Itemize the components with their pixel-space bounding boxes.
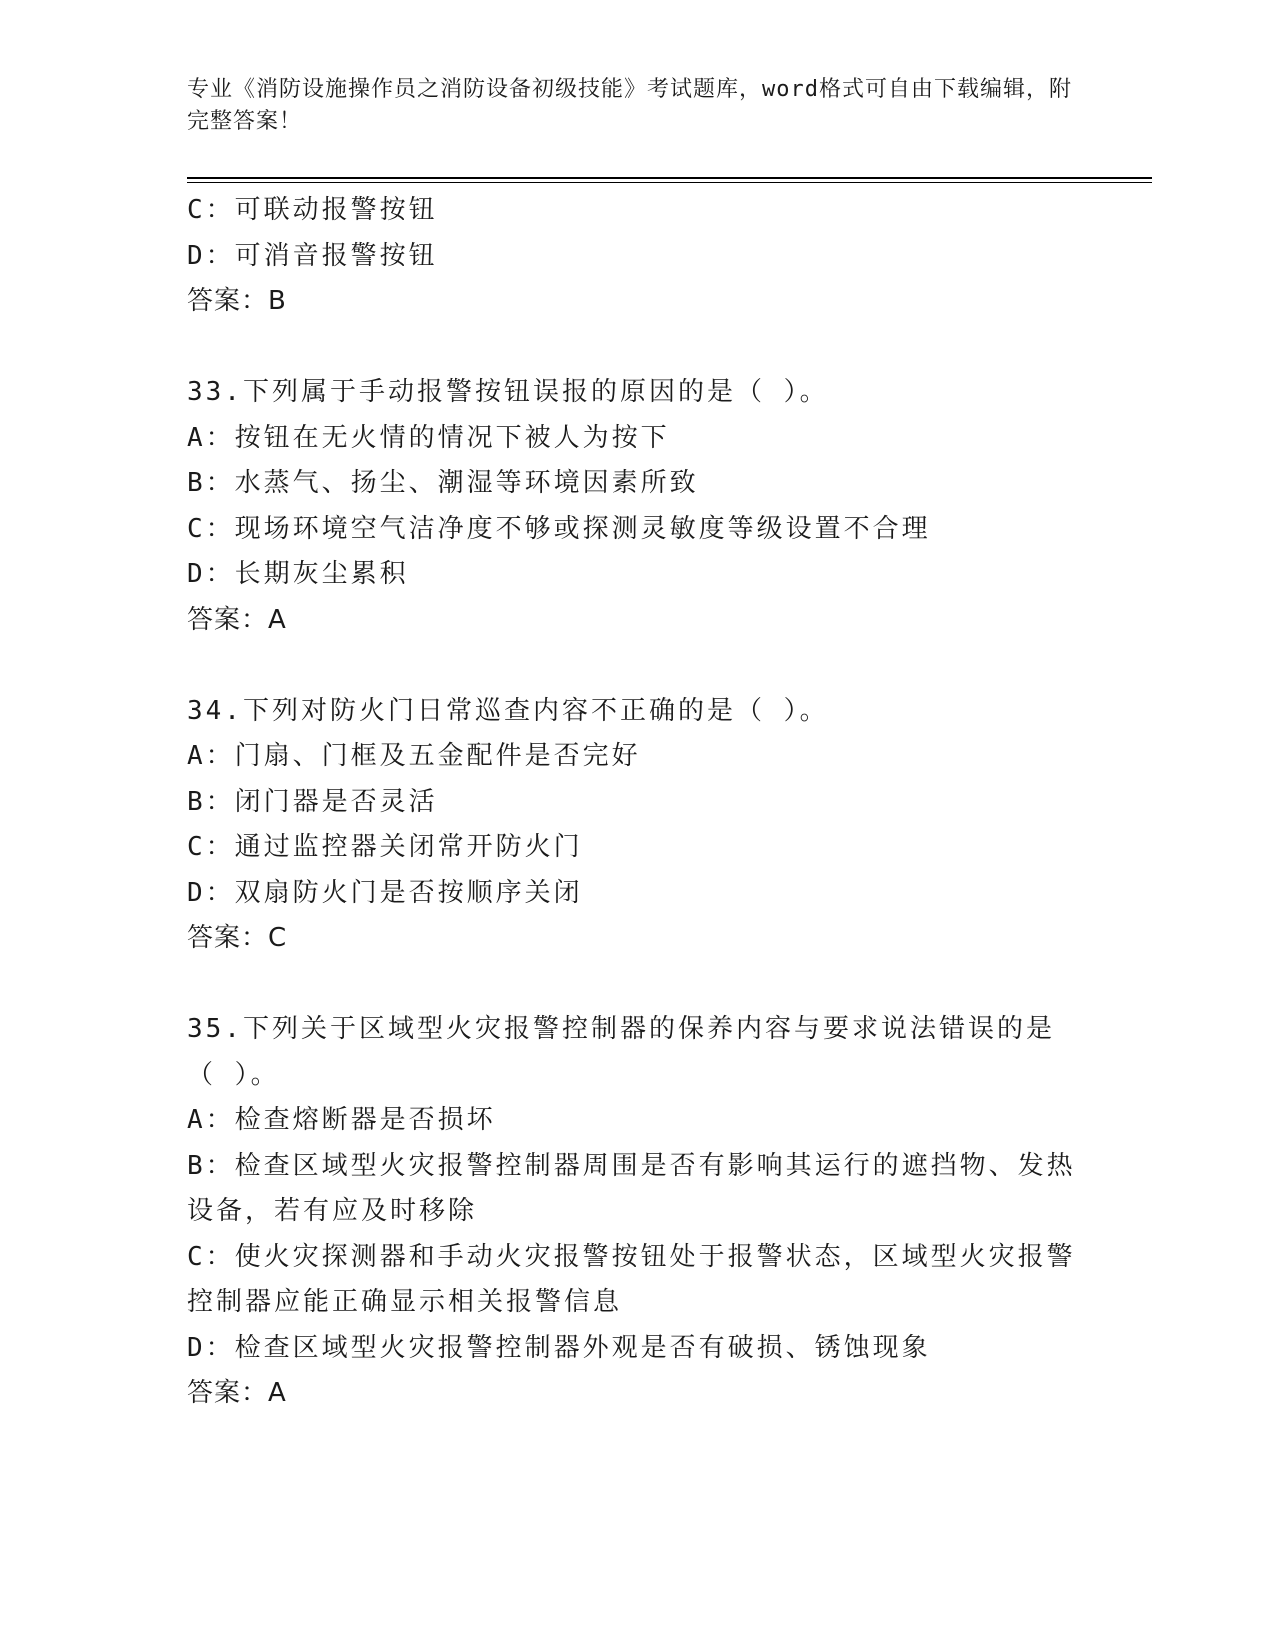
option-a: A：检查熔断器是否损坏 (187, 1105, 496, 1135)
option-d: D：检查区域型火灾报警控制器外观是否有破损、锈蚀现象 (187, 1332, 931, 1363)
option-c: C：可联动报警按钮 (187, 195, 438, 225)
document-header: 专业《消防设施操作员之消防设备初级技能》考试题库，word格式可自由下载编辑，附完整答案！ (187, 77, 1072, 134)
option-c: C：现场环境空气洁净度不够或探测灵敏度等级设置不合理 (187, 513, 931, 544)
option-b: B：检查区域型火灾报警控制器周围是否有影响其运行的遮挡物、发热设备，若有应及时移除 (187, 1150, 1076, 1226)
question-stem: 34.下列对防火门日常巡查内容不正确的是（ ）。 (187, 695, 829, 726)
option-c: C：使火灾探测器和手动火灾报警按钮处于报警状态，区域型火灾报警控制器应能正确显示相关报警信息 (187, 1241, 1076, 1317)
answer-line: 答案：B (187, 286, 287, 316)
question-34 (187, 689, 1077, 962)
answer-line: 答案：C (187, 923, 288, 953)
question-content (187, 188, 1077, 1417)
header-divider-thin (187, 182, 1152, 183)
option-b: B：水蒸气、扬尘、潮湿等环境因素所致 (187, 468, 699, 498)
question-stem: 33.下列属于手动报警按钮误报的原因的是（ ）。 (187, 377, 829, 407)
option-d: D：双扇防火门是否按顺序关闭 (187, 877, 583, 908)
option-c: C：通过监控器关闭常开防火门 (187, 832, 583, 862)
answer-line: 答案：A (187, 1378, 287, 1408)
question-32-continued (187, 188, 1077, 325)
option-d: D：可消音报警按钮 (187, 240, 438, 271)
question-spacer (187, 325, 1077, 371)
question-spacer (187, 643, 1077, 689)
header-divider-thick (187, 177, 1152, 179)
question-35 (187, 1007, 1077, 1417)
option-b: B：闭门器是否灵活 (187, 786, 438, 817)
option-d: D：长期灰尘累积 (187, 559, 409, 589)
answer-line: 答案：A (187, 604, 287, 635)
question-spacer (187, 962, 1077, 1008)
option-a: A：门扇、门框及五金配件是否完好 (187, 741, 641, 771)
question-33 (187, 370, 1077, 643)
option-a: A：按钮在无火情的情况下被人为按下 (187, 422, 670, 453)
question-stem: 35.下列关于区域型火灾报警控制器的保养内容与要求说法错误的是（ ）。 (187, 1014, 1055, 1090)
